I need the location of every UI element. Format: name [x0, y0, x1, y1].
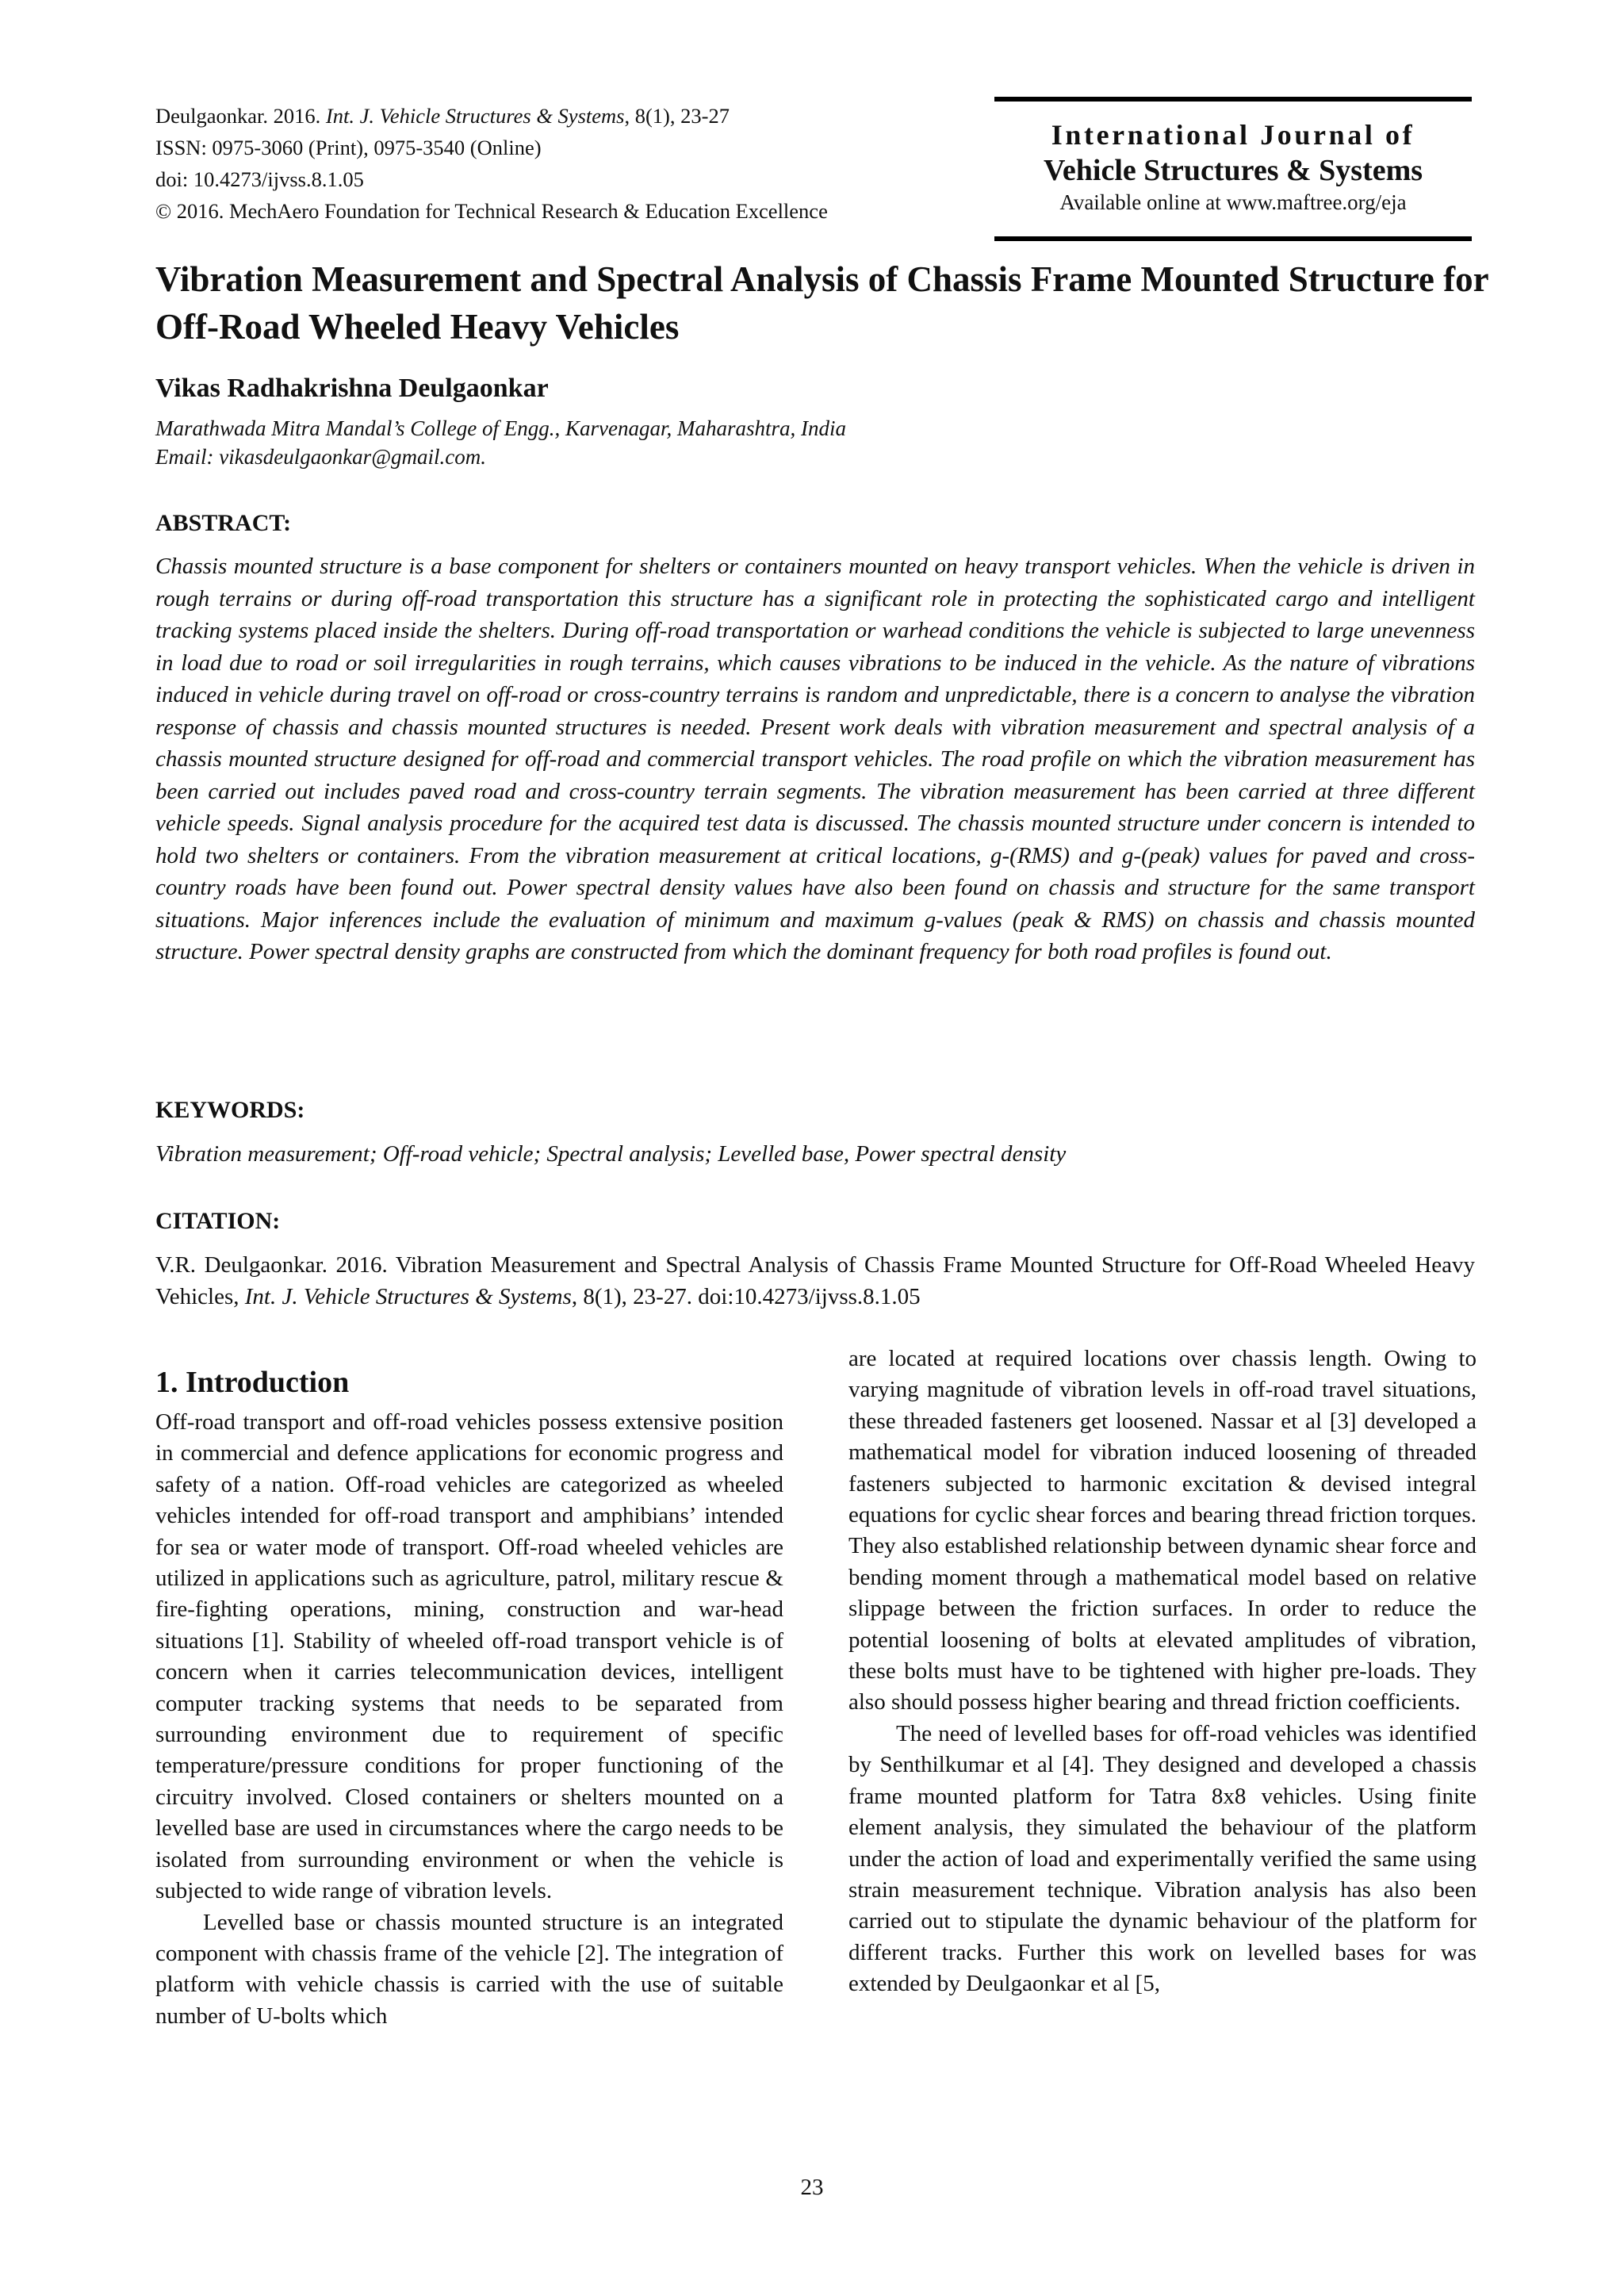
citation-suffix: , 8(1), 23-27: [624, 104, 730, 128]
affiliation-text: Marathwada Mitra Mandal’s College of Engg., Karvenagar, Maharashtra, India: [155, 416, 847, 440]
journal-abbrev: Int. J. Vehicle Structures & Systems: [325, 104, 625, 128]
author-name: Vikas Radhakrishna Deulgaonkar: [155, 374, 549, 403]
author-affiliation: [155, 414, 846, 471]
journal-availability: Available online at www.maftree.org/eja: [1059, 190, 1407, 214]
paper-title: Vibration Measurement and Spectral Analysis of Chassis Frame Mounted Structure for Off-Road Wheeled Heavy Vehicles: [155, 259, 1488, 347]
citation-heading: CITATION:: [155, 1208, 281, 1234]
citation-journal: Int. J. Vehicle Structures & Systems: [244, 1284, 572, 1309]
citation-body: V.R. Deulgaonkar. 2016. Vibration Measurement and Spectral Analysis of Chassis Frame Mounted Structure for Off-Road Wheeled Heavy Vehicles,: [155, 1252, 1475, 1309]
doi-line: doi: 10.4273/ijvss.8.1.05: [155, 167, 364, 191]
citation-line: [155, 100, 828, 132]
citation-prefix: Deulgaonkar. 2016.: [155, 104, 326, 128]
right-column: [848, 1343, 1477, 2000]
abstract-heading: ABSTRACT:: [155, 510, 292, 536]
journal-name-line1: International Journal of: [1051, 119, 1415, 151]
page-number: 23: [800, 2175, 824, 2200]
abstract-text: Chassis mounted structure is a base component for shelters or containers mounted on heavy transport vehicles. When the vehicle is driven in rough terrains or during off-road transportation this structure has a significant role in protecting the sophisticated cargo and intelligent tracking systems placed inside the shelters. During off-road transportation or warhead conditions the vehicle is subjected to large unevenness in load due to road or soil irregularities in rough terrains, which causes vibrations to be induced in the vehicle. As the nature of vibrations induced in vehicle during travel on off-road or cross-country terrains is random and unpredictable, there is a concern to analyse the vibration response of chassis and chassis mounted structures is needed. Present work deals with vibration measurement and spectral analysis of a chassis mounted structure designed for off-road and commercial transport vehicles. The road profile on which the vibration measurement has been carried out includes paved road and cross-country terrain segments. The vibration measurement has been carried at three different vehicle speeds. Signal analysis procedure for the acquired test data is discussed. The chassis mounted structure under concern is intended to hold two shelters or containers. From the vibration measurement at critical locations, g-(RMS) and g-(peak) values for paved and cross-country roads have been found out. Power spectral density values have also been found on chassis and structure for the same transport situations. Major inferences include the evaluation of minimum and maximum g-values (peak & RMS) on chassis and chassis mounted structure. Power spectral density graphs are constructed from which the dominant frequency for both road profiles is found out.: [155, 554, 1475, 964]
intro-paragraph-1: Off-road transport and off-road vehicles possess extensive position in commercial and defence applications for economic progress and safety of a nation. Off-road vehicles are categorized as wheeled vehicles intended for off-road transport and amphibians’ intended for sea or water mode of transport. Off-road wheeled vehicles are utilized in applications such as agriculture, patrol, military rescue & fire-fighting operations, mining, construction and war-head situations [1]. Stability of wheeled off-road transport vehicle is of concern when it carries telecommunication devices, intelligent computer tracking systems that needs to be separated from surrounding environment due to requirement of specific temperature/pressure conditions for proper functioning of the circuitry involved. Closed containers or shelters mounted on a levelled base are used in circumstances where the cargo needs to be isolated from surrounding environment or when the vehicle is subjected to wide range of vibration levels.: [155, 1409, 783, 1904]
copyright-line: © 2016. MechAero Foundation for Technical Research & Education Excellence: [155, 199, 828, 223]
header-meta: [155, 100, 828, 227]
issn-line: ISSN: 0975-3060 (Print), 0975-3540 (Online): [155, 136, 542, 159]
keywords-text: Vibration measurement; Off-road vehicle; Spectral analysis; Levelled base, Power spectral density: [155, 1141, 1067, 1167]
author-email: Email: vikasdeulgaonkar@gmail.com.: [155, 445, 487, 469]
left-column: [155, 1407, 783, 2032]
citation-text: [155, 1249, 1475, 1313]
journal-box: [994, 97, 1472, 241]
section-heading-introduction: 1. Introduction: [155, 1366, 350, 1399]
citation-tail: , 8(1), 23-27. doi:10.4273/ijvss.8.1.05: [571, 1284, 921, 1309]
journal-name-line2: Vehicle Structures & Systems: [1043, 154, 1423, 187]
keywords-heading: KEYWORDS:: [155, 1097, 305, 1123]
intro-paragraph-3: are located at required locations over chassis length. Owing to varying magnitude of vibration levels in off-road travel situations, these threaded fasteners get loosened. Nassar et al [3] developed a mathematical model for vibration induced loosening of threaded fasteners subjected to harmonic excitation & devised integral equations for cyclic shear forces and bearing thread friction torques. They also established relationship between dynamic shear force and bending moment through a mathematical model based on relative slippage between the friction surfaces. In order to reduce the potential loosening of bolts at elevated amplitudes of vibration, these bolts must have to be tightened with higher pre-loads. They also should possess higher bearing and thread friction coefficients.: [848, 1346, 1477, 1715]
intro-paragraph-4: The need of levelled bases for off-road vehicles was identified by Senthilkumar et al [4]. They designed and developed a chassis frame mounted platform for Tatra 8x8 vehicles. Using finite element analysis, they simulated the behaviour of the platform under the action of load and experimentally verified the same using strain measurement technique. Vibration analysis has also been carried out to stipulate the dynamic behaviour of the platform for different tracks. Further this work on levelled bases for was extended by Deulgaonkar et al [5,: [848, 1720, 1477, 1997]
intro-paragraph-2: Levelled base or chassis mounted structure is an integrated component with chassis frame of the vehicle [2]. The integration of platform with vehicle chassis is carried with the use of suitable number of U-bolts which: [155, 1909, 783, 2029]
